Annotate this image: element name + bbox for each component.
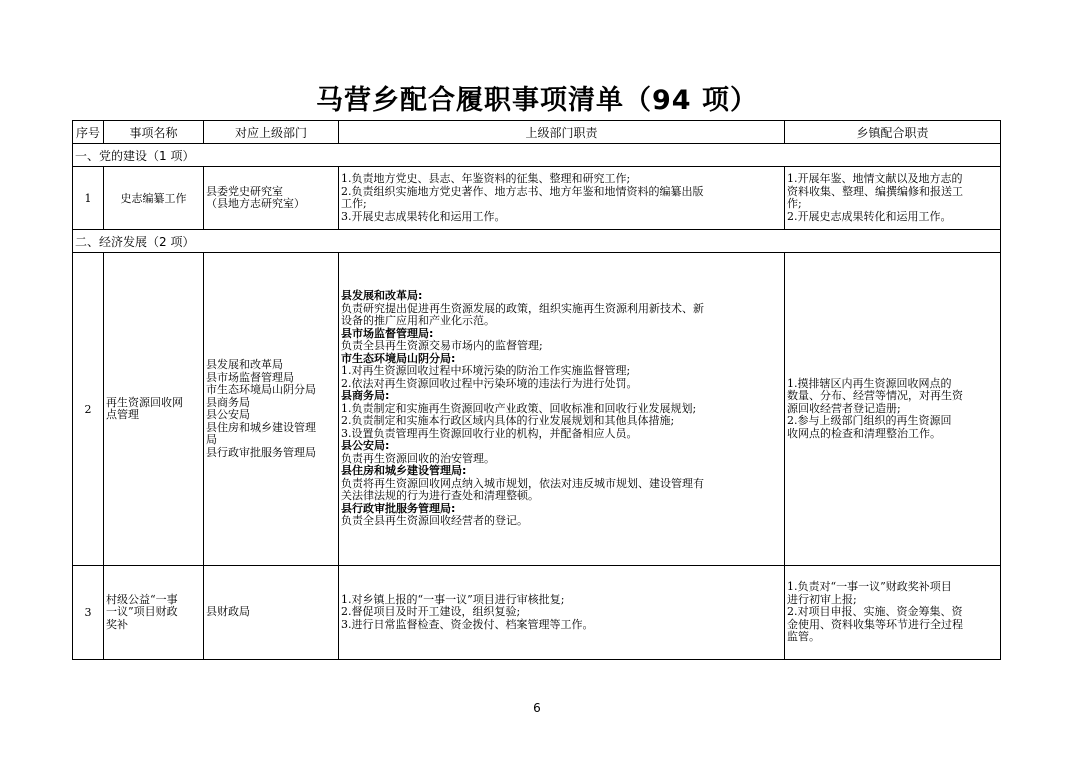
dept-heading: 县商务局: (341, 389, 390, 403)
dept-heading: 县市场监督管理局: (341, 326, 434, 340)
row-seq: 1 (73, 167, 104, 230)
dept-line: 县委党史研究室 (206, 184, 283, 198)
dept-line: 县商务局 (206, 395, 250, 409)
header-dept: 对应上级部门 (204, 121, 339, 144)
duty-line: 工作; (341, 197, 367, 210)
name-line: 奖补 (106, 617, 128, 631)
duty-line: 2.参与上级部门组织的再生资源回 (787, 414, 952, 428)
duty-line: 负责研究提出促进再生资源发展的政策，组织实施再生资源利用新技术、新 (341, 301, 704, 315)
duty-line: 1.负责地方党史、县志、年鉴资料的征集、整理和研究工作; (341, 172, 631, 185)
duty-line: 2.负责组织实施地方党史著作、地方志书、地方年鉴和地情资料的编纂出版 (341, 184, 704, 198)
dept-line: 县公安局 (206, 408, 250, 421)
dept-line: （县地方志研究室） (206, 197, 305, 210)
duty-line: 负责全县再生资源交易市场内的监督管理; (341, 339, 543, 353)
row-dept (204, 167, 339, 230)
duty-line: 3.设置负责管理再生资源回收行业的机构，并配备相应人员。 (341, 426, 638, 440)
row-item-name (104, 566, 204, 660)
dept-line: 县市场监督管理局 (206, 370, 294, 384)
duty-line: 1.摸排辖区内再生资源回收网点的 (787, 376, 952, 390)
dept-line: 市生态环境局山阴分局 (206, 383, 316, 396)
row-upper-duty (339, 253, 785, 566)
duty-line: 进行初审上报; (787, 592, 857, 606)
duty-line: 源回收经营者登记造册; (787, 401, 901, 415)
duty-line: 1.对再生资源回收过程中环境污染的防治工作实施监督管理; (341, 364, 631, 378)
section-heading: 一、党的建设（1 项） (73, 144, 1001, 167)
duty-line: 1.开展年鉴、地情文献以及地方志的 (787, 172, 963, 185)
name-line: 点管理 (106, 408, 139, 421)
table-row (73, 566, 1001, 660)
table-header-row (73, 121, 1001, 144)
dept-heading: 县行政审批服务管理局: (341, 501, 456, 515)
duty-line: 负责再生资源回收的治安管理。 (341, 451, 495, 465)
duty-line: 2.督促项目及时开工建设，组织复验; (341, 605, 521, 619)
row-upper-duty (339, 167, 785, 230)
section-row (73, 144, 1001, 167)
row-seq: 2 (73, 253, 104, 566)
duty-line: 2.对项目申报、实施、资金筹集、资 (787, 605, 963, 619)
duty-line: 3.进行日常监督检查、资金拨付、档案管理等工作。 (341, 617, 594, 631)
duty-line: 作; (787, 197, 802, 210)
duty-line: 1.对乡镇上报的“一事一议”项目进行审核批复; (341, 592, 565, 606)
duty-line: 数量、分布、经营等情况，对再生资 (787, 389, 963, 403)
duty-line: 1.负责对“一事一议”财政奖补项目 (787, 580, 952, 594)
duty-line: 收网点的检查和清理整治工作。 (787, 426, 941, 440)
header-town-duty: 乡镇配合职责 (785, 121, 1001, 144)
dept-heading: 县公安局: (341, 439, 390, 453)
duty-line: 3.开展史志成果转化和运用工作。 (341, 209, 506, 223)
row-item-name (104, 253, 204, 566)
row-town-duty (785, 167, 1001, 230)
duty-line: 负责将再生资源回收网点纳入城市规划，依法对违反城市规划、建设管理有 (341, 476, 704, 490)
dept-line: 局 (206, 433, 217, 446)
dept-heading: 县住房和城乡建设管理局: (341, 464, 467, 478)
dept-line: 县行政审批服务管理局 (206, 445, 316, 459)
row-dept (204, 566, 339, 660)
row-upper-duty (339, 566, 785, 660)
duty-line: 金使用、资料收集等环节进行全过程 (787, 617, 963, 631)
document-title: 马营乡配合履职事项清单（94 项） (316, 85, 758, 116)
dept-line: 县财政局 (206, 605, 250, 619)
header-upper-duty: 上级部门职责 (339, 121, 785, 144)
duty-line: 资料收集、整理、编撰编修和报送工 (787, 184, 963, 198)
page-number: 6 (533, 701, 541, 715)
row-town-duty (785, 566, 1001, 660)
table-row (73, 253, 1001, 566)
name-line: 再生资源回收网 (106, 395, 183, 409)
duty-line: 2.负责制定和实施本行政区域内具体的行业发展规划和其他具体措施; (341, 414, 675, 428)
duty-line: 关法律法规的行为进行查处和清理整顿。 (341, 489, 539, 503)
duty-line: 2.依法对再生资源回收过程中污染环境的违法行为进行处罚。 (341, 376, 638, 390)
row-town-duty (785, 253, 1001, 566)
header-item-name: 事项名称 (104, 121, 204, 144)
duty-line: 2.开展史志成果转化和运用工作。 (787, 209, 952, 223)
name-line: 一议”项目财政 (106, 605, 178, 619)
duty-line: 1.负责制定和实施再生资源回收产业政策、回收标准和回收行业发展规划; (341, 401, 697, 415)
name-line: 村级公益“一事 (106, 592, 178, 606)
duty-line: 监管。 (787, 630, 820, 644)
duty-line: 负责全县再生资源回收经营者的登记。 (341, 514, 528, 528)
dept-line: 县住房和城乡建设管理 (206, 420, 316, 434)
header-seq: 序号 (73, 121, 104, 144)
section-heading: 二、经济发展（2 项） (73, 230, 1001, 253)
duty-line: 设备的推广应用和产业化示范。 (341, 314, 495, 328)
duty-table (72, 120, 1001, 660)
dept-heading: 市生态环境局山阴分局: (341, 351, 456, 365)
row-seq: 3 (73, 566, 104, 660)
dept-line: 县发展和改革局 (206, 358, 283, 371)
table-row (73, 167, 1001, 230)
dept-heading: 县发展和改革局: (341, 289, 423, 303)
section-row (73, 230, 1001, 253)
row-dept (204, 253, 339, 566)
row-item-name: 史志编纂工作 (104, 167, 204, 230)
